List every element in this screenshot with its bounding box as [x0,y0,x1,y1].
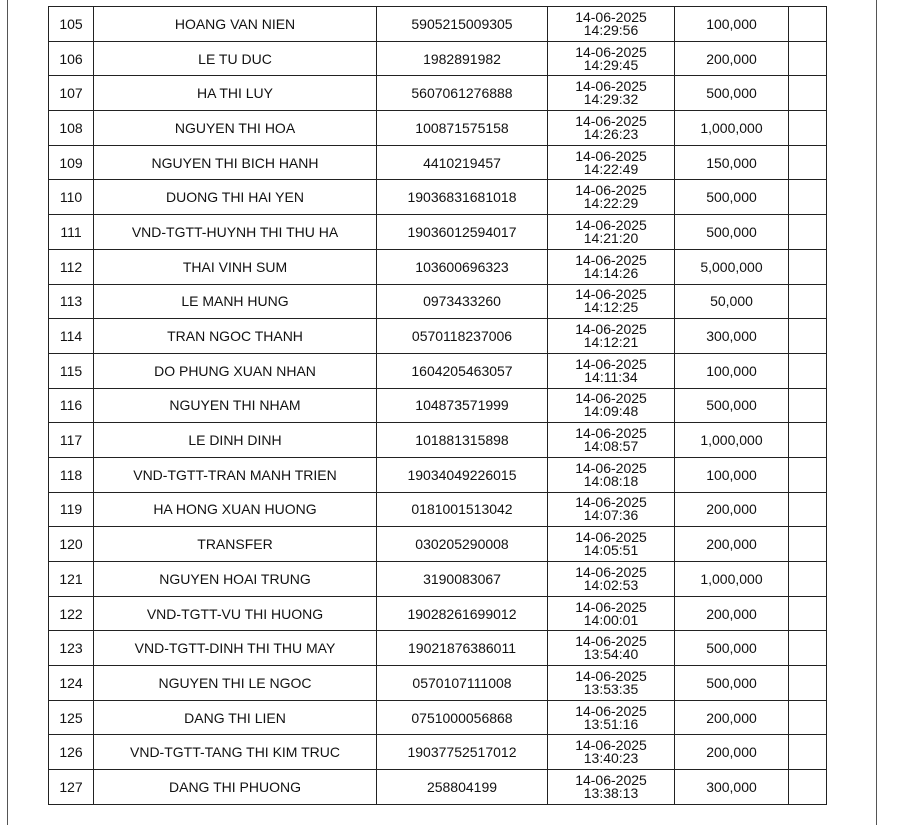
account-cell: 19028261699012 [377,596,548,631]
datetime-cell [548,457,675,492]
row-number-cell: 126 [49,735,94,770]
transaction-table-body [49,7,827,805]
row-number-cell: 115 [49,353,94,388]
time-text: 14:12:25 [583,299,639,316]
account-cell: 258804199 [377,770,548,805]
amount-cell: 500,000 [675,76,789,111]
datetime-cell [548,388,675,423]
empty-cell [789,180,827,215]
amount-cell: 100,000 [675,353,789,388]
account-cell: 0570118237006 [377,319,548,354]
empty-cell [789,76,827,111]
name-cell: NGUYEN THI HOA [94,111,377,146]
account-cell: 4410219457 [377,145,548,180]
datetime-cell [548,284,675,319]
account-cell: 19036012594017 [377,215,548,250]
datetime-cell [548,423,675,458]
row-number-cell: 109 [49,145,94,180]
time-text: 14:08:18 [583,472,639,489]
empty-cell [789,249,827,284]
table-row [49,492,827,527]
date-text: 14-06-2025 [575,598,647,615]
account-cell: 104873571999 [377,388,548,423]
name-cell: VND-TGTT-TRAN MANH TRIEN [94,457,377,492]
table-row [49,76,827,111]
date-text: 14-06-2025 [575,494,647,511]
row-number-cell: 113 [49,284,94,319]
date-text: 14-06-2025 [575,286,647,303]
date-text: 14-06-2025 [575,78,647,95]
name-cell: VND-TGTT-HUYNH THI THU HA [94,215,377,250]
date-text: 14-06-2025 [575,251,647,268]
empty-cell [789,145,827,180]
amount-cell: 500,000 [675,215,789,250]
date-text: 14-06-2025 [575,702,647,719]
amount-cell: 1,000,000 [675,111,789,146]
date-text: 14-06-2025 [575,8,647,25]
name-cell: DO PHUNG XUAN NHAN [94,353,377,388]
date-text: 14-06-2025 [575,667,647,684]
datetime-cell [548,631,675,666]
table-row [49,596,827,631]
time-text: 13:38:13 [583,784,639,801]
date-text: 14-06-2025 [575,182,647,199]
time-text: 14:08:57 [583,438,639,455]
time-text: 14:29:32 [583,91,639,108]
empty-cell [789,284,827,319]
row-number-cell: 114 [49,319,94,354]
time-text: 14:29:45 [583,56,639,73]
row-number-cell: 125 [49,700,94,735]
table-row [49,457,827,492]
row-number-cell: 106 [49,41,94,76]
amount-cell: 5,000,000 [675,249,789,284]
date-text: 14-06-2025 [575,633,647,650]
amount-cell: 200,000 [675,41,789,76]
amount-cell: 200,000 [675,527,789,562]
amount-cell: 200,000 [675,700,789,735]
empty-cell [789,562,827,597]
row-number-cell: 120 [49,527,94,562]
row-number-cell: 111 [49,215,94,250]
row-number-cell: 127 [49,770,94,805]
datetime-cell [548,180,675,215]
account-cell: 5905215009305 [377,7,548,42]
date-text: 14-06-2025 [575,737,647,754]
row-number-cell: 118 [49,457,94,492]
time-text: 13:53:35 [583,680,639,697]
table-row [49,7,827,42]
time-text: 14:00:01 [583,611,639,628]
amount-cell: 1,000,000 [675,562,789,597]
table-row [49,770,827,805]
datetime-cell [548,353,675,388]
datetime-cell [548,700,675,735]
table-row [49,562,827,597]
amount-cell: 50,000 [675,284,789,319]
date-text: 14-06-2025 [575,112,647,129]
account-cell: 19021876386011 [377,631,548,666]
name-cell: HA THI LUY [94,76,377,111]
account-cell: 0973433260 [377,284,548,319]
time-text: 13:40:23 [583,750,639,767]
name-cell: DUONG THI HAI YEN [94,180,377,215]
row-number-cell: 123 [49,631,94,666]
amount-cell: 500,000 [675,180,789,215]
account-cell: 1982891982 [377,41,548,76]
table-row [49,353,827,388]
account-cell: 1604205463057 [377,353,548,388]
amount-cell: 100,000 [675,457,789,492]
time-text: 14:05:51 [583,542,639,559]
name-cell: LE TU DUC [94,41,377,76]
row-number-cell: 124 [49,666,94,701]
row-number-cell: 117 [49,423,94,458]
name-cell: VND-TGTT-DINH THI THU MAY [94,631,377,666]
datetime-cell [548,492,675,527]
row-number-cell: 107 [49,76,94,111]
empty-cell [789,666,827,701]
account-cell: 100871575158 [377,111,548,146]
amount-cell: 150,000 [675,145,789,180]
name-cell: NGUYEN THI NHAM [94,388,377,423]
datetime-cell [548,666,675,701]
table-row [49,527,827,562]
datetime-cell [548,76,675,111]
table-row [49,111,827,146]
name-cell: TRAN NGOC THANH [94,319,377,354]
empty-cell [789,492,827,527]
empty-cell [789,770,827,805]
empty-cell [789,7,827,42]
table-row [49,145,827,180]
time-text: 14:11:34 [584,368,638,385]
empty-cell [789,319,827,354]
amount-cell: 300,000 [675,319,789,354]
table-row [49,215,827,250]
empty-cell [789,388,827,423]
datetime-cell [548,770,675,805]
table-row [49,319,827,354]
account-cell: 0751000056868 [377,700,548,735]
amount-cell: 500,000 [675,388,789,423]
time-text: 14:02:53 [583,576,639,593]
name-cell: HA HONG XUAN HUONG [94,492,377,527]
datetime-cell [548,41,675,76]
time-text: 14:09:48 [583,403,639,420]
amount-cell: 500,000 [675,666,789,701]
table-row [49,631,827,666]
datetime-cell [548,145,675,180]
name-cell: DANG THI PHUONG [94,770,377,805]
table-row [49,284,827,319]
table-row [49,41,827,76]
name-cell: NGUYEN HOAI TRUNG [94,562,377,597]
name-cell: DANG THI LIEN [94,700,377,735]
amount-cell: 200,000 [675,596,789,631]
name-cell: LE DINH DINH [94,423,377,458]
datetime-cell [548,111,675,146]
name-cell: VND-TGTT-VU THI HUONG [94,596,377,631]
amount-cell: 500,000 [675,631,789,666]
date-text: 14-06-2025 [575,355,647,372]
table-row [49,423,827,458]
amount-cell: 200,000 [675,492,789,527]
table-row [49,700,827,735]
name-cell: THAI VINH SUM [94,249,377,284]
row-number-cell: 119 [49,492,94,527]
amount-cell: 300,000 [675,770,789,805]
amount-cell: 100,000 [675,7,789,42]
account-cell: 5607061276888 [377,76,548,111]
row-number-cell: 121 [49,562,94,597]
time-text: 14:12:21 [583,334,639,351]
table-row [49,180,827,215]
time-text: 14:26:23 [583,125,639,142]
account-cell: 19034049226015 [377,457,548,492]
date-text: 14-06-2025 [575,425,647,442]
time-text: 14:07:36 [583,507,639,524]
time-text: 14:29:56 [583,21,639,38]
empty-cell [789,700,827,735]
name-cell: TRANSFER [94,527,377,562]
empty-cell [789,735,827,770]
datetime-cell [548,562,675,597]
row-number-cell: 112 [49,249,94,284]
account-cell: 0570107111008 [377,666,548,701]
empty-cell [789,527,827,562]
datetime-cell [548,215,675,250]
row-number-cell: 105 [49,7,94,42]
row-number-cell: 108 [49,111,94,146]
account-cell: 101881315898 [377,423,548,458]
datetime-cell [548,596,675,631]
transaction-table [48,6,827,805]
time-text: 14:21:20 [583,229,639,246]
date-text: 14-06-2025 [575,529,647,546]
datetime-cell [548,527,675,562]
table-row [49,666,827,701]
empty-cell [789,111,827,146]
date-text: 14-06-2025 [575,43,647,60]
date-text: 14-06-2025 [575,147,647,164]
account-cell: 19036831681018 [377,180,548,215]
table-row [49,249,827,284]
table-row [49,388,827,423]
account-cell: 3190083067 [377,562,548,597]
date-text: 14-06-2025 [575,216,647,233]
datetime-cell [548,249,675,284]
name-cell: NGUYEN THI LE NGOC [94,666,377,701]
name-cell: LE MANH HUNG [94,284,377,319]
empty-cell [789,423,827,458]
name-cell: NGUYEN THI BICH HANH [94,145,377,180]
time-text: 14:14:26 [583,264,639,281]
date-text: 14-06-2025 [575,459,647,476]
empty-cell [789,596,827,631]
date-text: 14-06-2025 [575,390,647,407]
account-cell: 103600696323 [377,249,548,284]
empty-cell [789,631,827,666]
table-row [49,735,827,770]
time-text: 14:22:29 [583,195,639,212]
date-text: 14-06-2025 [575,771,647,788]
row-number-cell: 116 [49,388,94,423]
amount-cell: 200,000 [675,735,789,770]
page-edge-right [876,0,877,825]
datetime-cell [548,319,675,354]
name-cell: VND-TGTT-TANG THI KIM TRUC [94,735,377,770]
empty-cell [789,353,827,388]
datetime-cell [548,7,675,42]
empty-cell [789,457,827,492]
account-cell: 0181001513042 [377,492,548,527]
account-cell: 030205290008 [377,527,548,562]
time-text: 14:22:49 [583,160,639,177]
page-edge-left [7,0,8,825]
name-cell: HOANG VAN NIEN [94,7,377,42]
date-text: 14-06-2025 [575,563,647,580]
empty-cell [789,41,827,76]
empty-cell [789,215,827,250]
row-number-cell: 110 [49,180,94,215]
time-text: 13:54:40 [583,646,639,663]
date-text: 14-06-2025 [575,321,647,338]
row-number-cell: 122 [49,596,94,631]
account-cell: 19037752517012 [377,735,548,770]
time-text: 13:51:16 [583,715,639,732]
amount-cell: 1,000,000 [675,423,789,458]
datetime-cell [548,735,675,770]
